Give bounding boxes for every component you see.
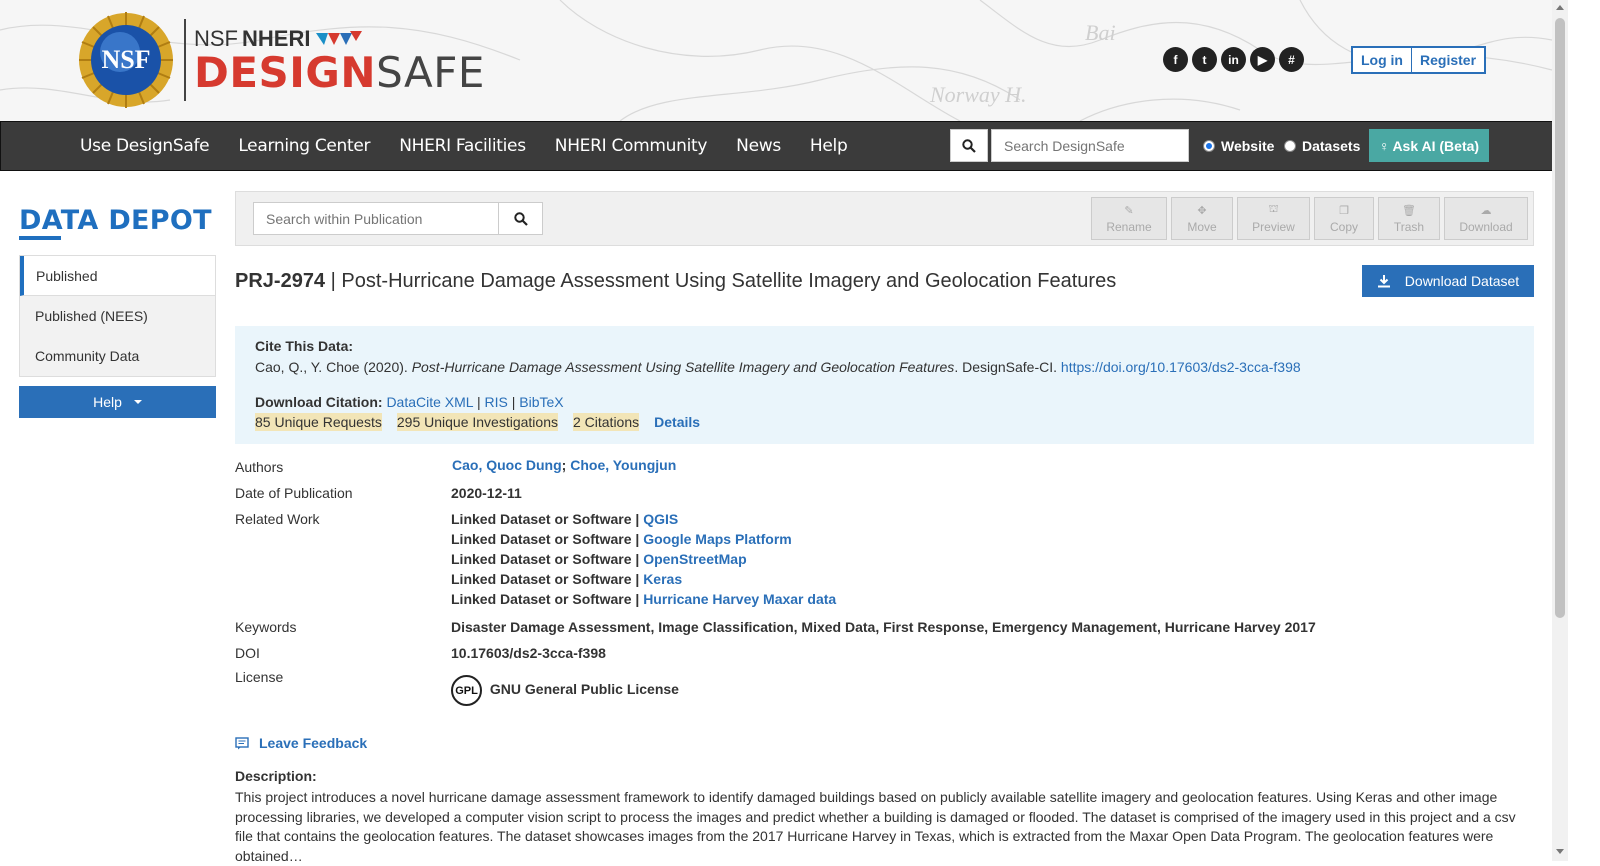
nav-search-input[interactable] [991,129,1189,162]
keywords-label: Keywords [235,619,297,635]
feedback-icon [235,737,249,750]
radio-website[interactable] [1203,138,1274,154]
help-dropdown-button[interactable] [19,386,216,418]
project-id: PRJ-2974 [235,270,326,292]
sidebar-item-published[interactable]: Published [20,256,215,296]
related-link-qgis[interactable]: QGIS [643,511,679,527]
date-value: 2020-12-11 [451,485,522,501]
brand-safe: SAFE [376,48,485,97]
trash-button[interactable] [1378,197,1440,240]
related-work-row [235,509,1534,611]
authors-label: Authors [235,459,284,475]
keywords-row [235,617,1534,635]
citation-publisher: . DesignSafe-CI. [954,359,1061,375]
caret-down-icon [134,400,142,404]
description-label: Description: [235,768,317,784]
related-link-openstreetmap[interactable]: OpenStreetMap [643,551,747,567]
license-value: GNU General Public License [489,681,679,698]
move-icon: ✥ [1197,204,1207,217]
rename-label: Rename [1106,219,1152,234]
data-depot-title: DATA DEPOT [19,205,212,236]
logo-divider [184,19,186,101]
sidebar-item-published-nees[interactable]: Published (NEES) [35,308,148,324]
radio-datasets[interactable] [1284,138,1360,154]
project-title [235,270,1116,293]
nav-learning-center[interactable]: Learning Center [238,136,371,156]
nsf-seal-icon [78,10,174,110]
move-button[interactable] [1171,197,1233,240]
download-label: Download [1459,219,1513,234]
linkedin-icon[interactable]: in [1221,47,1246,72]
citations-badge: 2 Citations [572,414,640,430]
related-link-maxar[interactable]: Hurricane Harvey Maxar data [643,591,837,607]
brand-nheri: NHERI [242,26,311,51]
cloud-download-icon: ☁ [1480,204,1492,217]
svg-text:NSF: NSF [101,45,151,74]
preview-label: Preview [1252,220,1295,234]
ask-ai-label: Ask AI (Beta) [1392,137,1480,154]
citation-panel [235,326,1534,444]
nav-menu [80,122,847,170]
description-text: This project introduces a novel hurricane damage assessment framework to identify damaged buildings based on publicly available satellite imagery and geolocation features. Using Keras and other image processing libraries, we developed a computer vision script to process the images and predict whether a building is damaged or flooded. The dataset is comprised of the imagery used in this project and a csv file that contains the geolocation features. The dataset showcases images from the 2017 Hurricane Harvey in Texas, which is extracted from the Maxar Open Data Program. The geolocation features were obtained… [235,789,1516,864]
title-separator: | [330,270,336,292]
download-dataset-button[interactable] [1362,265,1534,297]
search-icon [962,139,976,153]
keywords-value: Disaster Damage Assessment, Image Classification, Mixed Data, First Response, Emergency Management, Hurricane Harvey 2017 [451,619,1316,635]
related-item: Linked Dataset or Software | QGIS [451,511,679,527]
metrics-details-link[interactable]: Details [654,414,701,430]
ask-ai-button[interactable] [1369,129,1489,162]
search-icon [514,212,528,226]
brand-design: DESIGN [194,48,377,97]
pencil-icon: ✎ [1124,204,1134,217]
scroll-thumb[interactable] [1555,18,1565,618]
login-button[interactable]: Log in [1361,52,1403,68]
related-item: Linked Dataset or Software | OpenStreetMap [451,551,747,567]
nav-nheri-community[interactable]: NHERI Community [554,136,708,156]
citation-title: Post-Hurricane Damage Assessment Using Satellite Imagery and Geolocation Features [411,359,955,375]
main-nav [0,121,1553,171]
social-links [1163,47,1304,72]
radio-website-label: Website [1221,138,1275,154]
related-link-keras[interactable]: Keras [643,571,683,587]
title-underline [19,236,61,240]
download-icon [1377,274,1391,288]
unique-investigations-badge: 295 Unique Investigations [396,414,558,430]
publication-search-input[interactable] [253,202,499,235]
facebook-icon[interactable]: f [1163,47,1188,72]
download-citation-label: Download Citation: [255,394,383,410]
author-link[interactable]: Cao, Quoc Dung [452,457,562,473]
copy-icon: ❐ [1339,204,1349,217]
cite-label: Cite This Data: [255,338,354,354]
download-button[interactable] [1444,197,1528,240]
lightbulb-icon: ♀ [1378,137,1390,154]
nav-news[interactable]: News [736,136,781,156]
nheri-wave-icon [314,29,364,49]
leave-feedback-link[interactable] [235,735,367,751]
designsafe-logo[interactable] [78,10,485,110]
bibtex-link[interactable]: BibTeX [519,394,564,410]
related-item: Linked Dataset or Software | Google Maps Platform [451,531,792,547]
download-citation-row: Download Citation: DataCite XML | RIS | BibTeX [255,394,564,410]
citation-text [255,359,1514,375]
author-link[interactable]: Choe, Youngjun [570,457,677,473]
doi-value: 10.17603/ds2-3cca-f398 [451,645,606,661]
license-row [235,667,1534,706]
license-label: License [235,669,284,685]
page-scrollbar[interactable] [1552,0,1568,861]
trash-label: Trash [1393,219,1425,234]
radio-datasets-label: Datasets [1302,138,1361,154]
publication-metadata [235,457,1534,712]
copy-label: Copy [1329,219,1358,234]
citation-doi-link[interactable]: https://doi.org/10.17603/ds2-3cca-f398 [1060,359,1301,375]
trash-icon: 🗑 [1402,204,1416,217]
binoculars-icon: ⛫ [1268,203,1279,215]
related-item: Linked Dataset or Software | Hurricane Harvey Maxar data [451,591,837,607]
doi-label: DOI [235,645,260,661]
svg-text:Bai: Bai [1085,20,1116,45]
move-label: Move [1187,219,1217,234]
brand-text [194,26,485,97]
youtube-icon[interactable]: ▶ [1250,47,1275,72]
site-header [0,0,1552,121]
citation-authors: Cao, Q., Y. Choe (2020). [255,359,412,375]
brand-nsf: NSF [194,26,238,51]
twitter-icon[interactable]: t [1192,47,1217,72]
ris-link[interactable]: RIS [484,394,508,410]
related-item: Linked Dataset or Software | Keras [451,571,683,587]
radio-datasets-button[interactable] [1284,140,1296,152]
related-link-google-maps[interactable]: Google Maps Platform [643,531,792,547]
nav-search-button[interactable] [950,129,988,162]
date-label: Date of Publication [235,485,353,501]
scroll-up-icon[interactable] [1556,5,1564,10]
related-work-label: Related Work [235,511,320,527]
rename-button[interactable] [1091,197,1167,240]
nav-nheri-facilities[interactable]: NHERI Facilities [399,136,526,156]
nav-use-designsafe[interactable]: Use DesignSafe [80,136,210,156]
unique-requests-badge: 85 Unique Requests [255,414,382,430]
sidebar-menu [19,255,216,377]
sidebar-item-community-data[interactable]: Community Data [35,348,140,364]
scroll-down-icon[interactable] [1556,849,1564,854]
project-name: Post-Hurricane Damage Assessment Using Satellite Imagery and Geolocation Features [341,270,1117,292]
svg-text:Norway H.: Norway H. [930,82,1027,107]
register-button[interactable]: Register [1411,48,1484,72]
auth-buttons [1351,46,1486,74]
gpl-icon: GPL [451,675,482,706]
date-row [235,483,1534,501]
feedback-label: Leave Feedback [259,735,368,751]
help-label: Help [93,394,122,410]
metrics-badges [255,413,1514,431]
download-dataset-label: Download Dataset [1404,273,1520,289]
doi-row [235,643,1534,661]
datacite-xml-link[interactable]: DataCite XML [386,394,474,410]
radio-website-button[interactable] [1203,140,1215,152]
preview-button[interactable] [1237,197,1310,240]
slack-icon[interactable]: # [1279,47,1304,72]
nav-help[interactable]: Help [809,136,848,156]
copy-button[interactable] [1314,197,1374,240]
file-toolbar [235,191,1534,246]
authors-row: Authors Cao, Quoc Dung; Choe, Youngjun [235,457,677,475]
publication-search-button[interactable] [498,202,543,235]
